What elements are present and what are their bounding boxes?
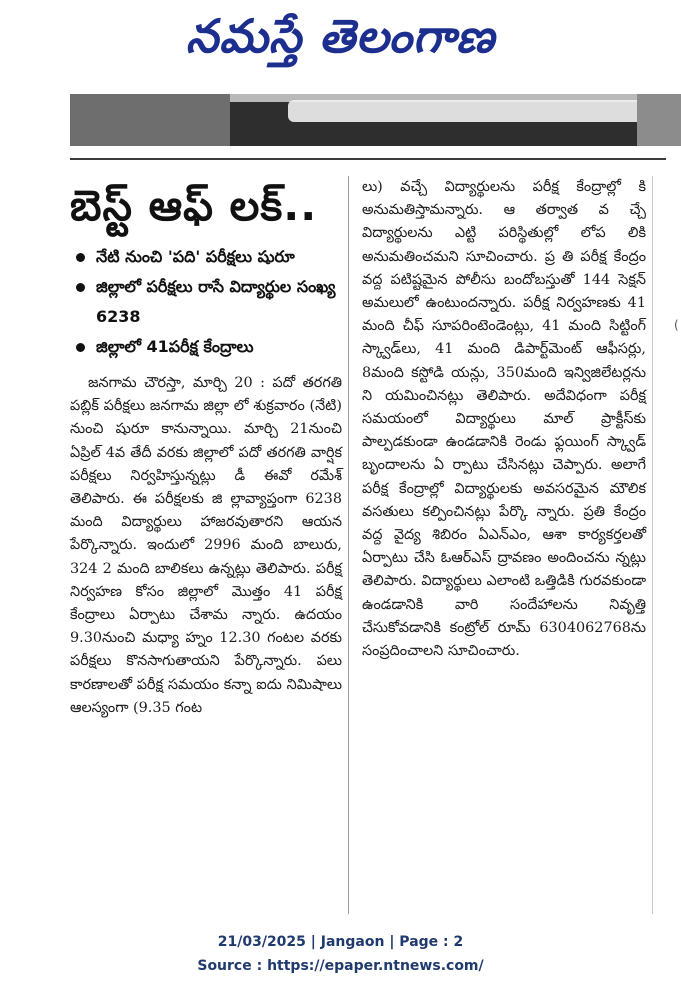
column-divider (348, 176, 349, 914)
article-right-column (362, 176, 646, 663)
highlight-list (70, 242, 342, 362)
bullet-icon (76, 253, 85, 262)
right-margin-line (652, 176, 653, 914)
banner-right-block (637, 94, 681, 146)
bullet-icon (76, 343, 85, 352)
edition-info: 21/03/2025 | Jangaon | Page : 2 (217, 934, 464, 950)
article-headline: బెస్ట్ ఆఫ్ లక్.. (70, 181, 318, 230)
article-body-left: జనగామ చౌరస్తా, మార్చి 20 : పదో తరగతి పబ్లిక్ పరీక్షలు జనగామ జిల్లా లో శుక్రవారం (నేటి) నుంచి షురూ కానున్నాయి. మార్చి 21నుంచి ఏప్రిల్ 4వ తేదీ వరకు జిల్లాలో పదో తరగతి వార్షిక పరీక్షలు నిర్వహిస్తున్నట్లు డీ ఈవో రమేశ్ తెలిపారు. ఈ పరీక్షలకు జి ల్లావ్యాప్తంగా 6238 మంది విద్యార్థులు హాజరవుతారని ఆయన పేర్కొన్నారు. ఇందులో 2996 మంది బాలురు, 324 2 మంది బాలికలు ఉన్నట్లు తెలిపారు. పరీక్ష నిర్వహణ కోసం జిల్లాలో మొత్తం 41 పరీక్ష కేంద్రాలు ఏర్పాటు చేశామ న్నారు. ఉదయం 9.30నుంచి మధ్యా హ్నం 12.30 గంటల వరకు పరీక్షలు కొనసాగుతాయని పేర్కొన్నారు. పలు కారణాలతో పరీక్ష సమయం కన్నా ఐదు నిమిషాలు ఆలస్యంగా (9.35 గంట (70, 375, 342, 716)
highlight-item: జిల్లాలో పరీక్షలు రాసే విద్యార్థుల సంఖ్య 6238 (70, 272, 342, 332)
header-divider (70, 158, 666, 160)
banner-cropped-lettering (288, 100, 658, 122)
section-banner (70, 94, 681, 146)
article-left-column (70, 176, 342, 720)
banner-left-block (70, 94, 230, 146)
adjacent-article-edge-mark: ( (674, 318, 679, 332)
source-line: Source : https://epaper.ntnews.com/ (197, 958, 484, 974)
article-body-right: లు) వచ్చే విద్యార్థులను పరీక్ష కేంద్రాల్లో కి అనుమతిస్తామన్నారు. ఆ తర్వాత వ చ్చే విద్యార్థులను ఎట్టి పరిస్థితుల్లో లోప లికి అనుమతించమని సూచించారు. ప్ర తి పరీక్ష కేంద్రం వద్ద పటిష్టమైన పోలీసు బందోబస్తుతో 144 సెక్షన్ అమలులో ఉంటుందన్నారు. పరీక్ష నిర్వహణకు 41 మంది చీఫ్ సూపరింటెండెంట్లు, 41 మంది సిట్టింగ్ స్క్వాడ్‌లు, 41 మంది డిపార్ట్‌మెంట్ ఆఫీసర్లు, 8మంది కస్టోడి యన్లు, 350మంది ఇన్విజిలేటర్లను ని యమించినట్లు తెలిపారు. అదేవిధంగా పరీక్ష సమయంలో విద్యార్థులు మాల్ ప్రాక్టీస్‌కు పాల్పడకుండా ఉండడానికి రెండు ఫ్లయింగ్ స్క్వాడ్ బృందాలను ఏ ర్పాటు చేసినట్లు చెప్పారు. అలాగే పరీక్ష కేంద్రాల్లో విద్యార్థులకు అవసరమైన మౌలిక వసతులు కల్పించినట్లు పేర్కొ న్నారు. ప్రతి కేంద్రం వద్ద వైద్య శిబిరం ఏఎన్ఎం, ఆశా కార్యకర్తలతో ఏర్పాటు చేసి ఓఆర్ఎస్ ద్రావణం అందించను న్నట్లు తెలిపారు. విద్యార్థులు ఎలాంటి ఒత్తిడికి గురవకుండా ఉండడానికి వారి సందేహాలను నివృత్తి చేసుకోవడానికి కంట్రోల్ రూమ్ 6304062768ను సంప్రదించాలని సూచించారు. (362, 179, 646, 660)
bullet-icon (76, 283, 85, 292)
highlight-item: జిల్లాలో 41పరీక్ష కేంద్రాలు (70, 332, 342, 362)
highlight-item: నేటి నుంచి 'పది' పరీక్షలు షురూ (70, 242, 342, 272)
newspaper-masthead: నమస్తే తెలంగాణ (185, 9, 496, 63)
